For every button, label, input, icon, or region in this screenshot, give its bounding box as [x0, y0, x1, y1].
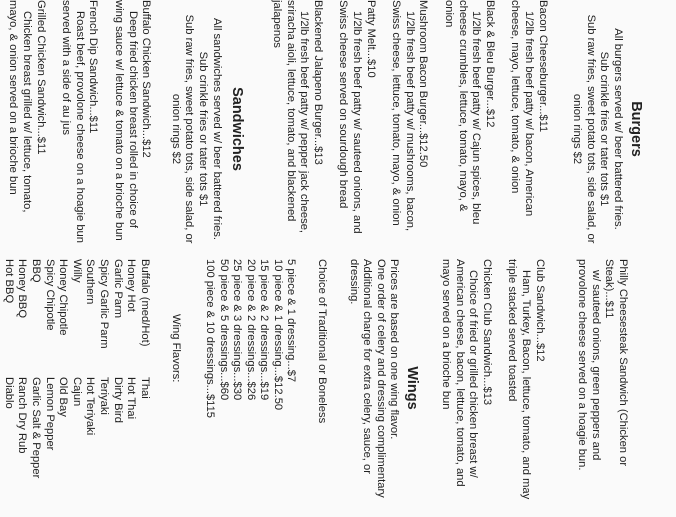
wing-flavors-left — [0, 259, 151, 377]
wing-flavor-columns — [0, 259, 151, 517]
item-desc: Choice of fried or grilled chicken breast w/ — [467, 270, 480, 478]
burgers-intro-line: Sub crinkle fries or tater tots $1 — [598, 51, 611, 207]
wing-flavor: Southern — [84, 259, 97, 305]
item-name: Grilled Chicken Sandwich...$11 — [34, 0, 47, 155]
sandwiches-title: Sandwiches — [228, 87, 245, 171]
item-desc: Deep fried chicken breast rolled in choice of — [126, 11, 139, 229]
wing-flavor: Old Bay — [57, 377, 70, 417]
wings-title: Wings — [404, 366, 421, 410]
item-desc: provolone cheese served on a hoagie bun. — [576, 259, 589, 471]
item-desc: served with a side of au jus — [60, 0, 73, 135]
wing-price: 15 piece & 2 dressings...$19 — [258, 259, 271, 401]
wings-choice: Choice of Traditional or Boneless — [316, 259, 329, 424]
item-desc: wing sauce w/ lettuce & tomato on a brioche bun — [112, 0, 125, 241]
wing-flavor: Willy — [70, 259, 83, 283]
menu-item — [6, 0, 47, 258]
wing-price: 20 piece & 2 dressings...$26 — [244, 259, 257, 401]
item-name: Black & Bleu Burger...$12 — [483, 0, 496, 128]
wing-price: 10 piece & 1 dressing...$12.50 — [271, 259, 284, 411]
item-desc: 1/2lb fresh beef patty w/ pepper jack cheese, — [298, 11, 311, 234]
item-desc: 1/2lb fresh beef patty w/ bacon, American — [523, 11, 536, 217]
left-column — [0, 0, 676, 258]
wing-price: 100 piece & 10 dressings...$115 — [203, 259, 216, 419]
menu-item — [575, 259, 629, 517]
item-desc: jalapenos — [271, 0, 284, 48]
item-desc: mayo, & onion served on a brioche bun — [7, 0, 20, 195]
item-name: Patty Melt...$10 — [364, 0, 377, 78]
sandwiches-section — [6, 0, 246, 258]
item-desc: 1/2lb fresh beef patty w/ Cajun spices, bleu — [470, 11, 483, 225]
item-desc: American cheese, bacon, lettuce, tomato, and — [453, 259, 466, 487]
wing-flavor: Cajun — [70, 377, 83, 407]
wing-flavor: Dirty Bird — [111, 377, 124, 423]
item-desc: sriracha aioli, lettuce, tomato, and blackened — [284, 0, 297, 222]
menu-item — [389, 0, 430, 258]
wing-flavor: Teriyaki — [97, 377, 110, 415]
item-desc: w/ sauteed onions, green peppers and — [589, 270, 602, 461]
item-name: Mushroom Bacon Burger...$12.50 — [417, 0, 430, 168]
item-name: Blackened Jalapeno Burger...$13 — [311, 0, 324, 165]
item-desc: onion — [443, 0, 456, 28]
item-desc: mayo served on a brioche bun — [440, 259, 453, 410]
wings-intro-line: One order of celery and dressing complimentary — [374, 259, 387, 498]
menu-item — [336, 0, 377, 258]
menu-item — [441, 0, 495, 258]
wing-flavor: Garlic Parm — [111, 259, 124, 319]
wing-flavor: Ranch Dry Rub — [16, 377, 29, 454]
menu-item — [438, 259, 492, 517]
sandwiches-intro-line: Sub raw fries, sweet potato tots, side salad, or — [183, 14, 196, 244]
menu-item — [270, 0, 324, 258]
wing-price: 5 piece & 1 dressing...$7 — [285, 259, 298, 383]
burgers-section — [270, 0, 645, 258]
sandwiches-intro-line: Sub crinkle fries or tater tots $1 — [196, 51, 209, 207]
item-desc: Swiss cheese, lettuce, tomato, mayo, & onion — [390, 0, 403, 226]
wings-intro-line: Additional charge for extra celery, sauce, or — [361, 259, 374, 474]
wing-flavor: BBQ — [30, 259, 42, 283]
wing-flavor: Honey BBQ — [16, 259, 29, 319]
item-name: Philly Cheesesteak Sandwich (Chicken or — [617, 259, 629, 467]
item-desc: Chicken breast grilled w/ lettuce, tomato, — [21, 11, 33, 213]
wing-flavor: Hot Thai — [125, 377, 138, 420]
wing-flavor: Spicy Garlic Parm — [97, 259, 110, 349]
burgers-intro-line: All burgers served w/ beer battered fries. — [612, 28, 624, 230]
item-desc: 1/2lb fresh beef patty w/ mushrooms, bacon, — [403, 11, 416, 232]
wings-intro-line: dressing. — [347, 259, 360, 305]
wing-flavor: Lemon Pepper — [43, 377, 56, 451]
wing-flavor: Spicy Chipotle — [43, 259, 56, 331]
wing-flavor: Buffalo (med/Hot) — [138, 259, 151, 347]
menu-item — [508, 0, 549, 258]
item-name: Bacon Cheeseburger...$11 — [536, 0, 549, 133]
wing-flavor: Honey Hot — [125, 259, 138, 312]
menu-item — [59, 0, 100, 258]
sandwiches-intro-line: All sandwiches served w/ beer battered fries. — [210, 18, 223, 240]
item-desc: Steak)...$11 — [603, 259, 616, 319]
sandwiches-intro-line: onion rings $2 — [169, 93, 182, 165]
item-desc: Roast beef, provolone cheese on a hoagie bun — [73, 11, 86, 244]
wing-flavor: Garlic Salt & Pepper — [30, 377, 42, 479]
burgers-intro-line: onion rings $2 — [571, 93, 584, 165]
item-desc: 1/2lb fresh beef patty w/ sauteed onions, and — [351, 11, 364, 234]
item-name: Chicken Club Sandwich...$13 — [480, 259, 493, 406]
item-desc: cheese, mayo, lettuce, tomato, & onion — [509, 0, 522, 194]
wing-price: 25 piece & 3 dressings...$30 — [231, 259, 244, 401]
menu-item — [505, 259, 546, 517]
item-desc: Ham, Turkey, Bacon, lettuce, tomato, and may — [520, 270, 533, 500]
wing-flavor: Thai — [138, 377, 151, 399]
item-desc: triple stacked served toasted — [506, 259, 519, 402]
wing-flavors-title: Wing Flavors: — [170, 314, 183, 383]
wing-flavor: Diablo — [2, 377, 15, 409]
item-desc: cheese crumbles, lettuce, tomato, mayo, & — [456, 0, 469, 212]
wing-flavor: Honey Chipotle — [57, 259, 70, 336]
wings-intro-line: Prices are based on one wing flavor. — [388, 259, 401, 440]
menu-item — [111, 0, 152, 258]
item-name: Buffalo Chicken Sandwich...$12 — [140, 0, 153, 158]
wing-flavor: Hot BBQ — [2, 259, 15, 304]
wing-flavors-right — [0, 377, 151, 495]
wing-flavor: Hot Teriyaki — [84, 377, 97, 436]
item-name: Club Sandwich...$12 — [533, 259, 546, 362]
wing-price: 50 piece & 5 dressings...$60 — [217, 259, 230, 401]
wing-price-list — [202, 259, 297, 517]
item-name: French Dip Sandwich...$11 — [87, 0, 100, 134]
wings-section — [0, 259, 421, 517]
item-desc: Swiss cheese served on sourdough bread — [337, 0, 350, 209]
burgers-intro-line: Sub raw fries, sweet potato tots, side salad, or — [584, 14, 597, 244]
right-column — [0, 259, 676, 517]
burgers-title: Burgers — [628, 101, 644, 157]
